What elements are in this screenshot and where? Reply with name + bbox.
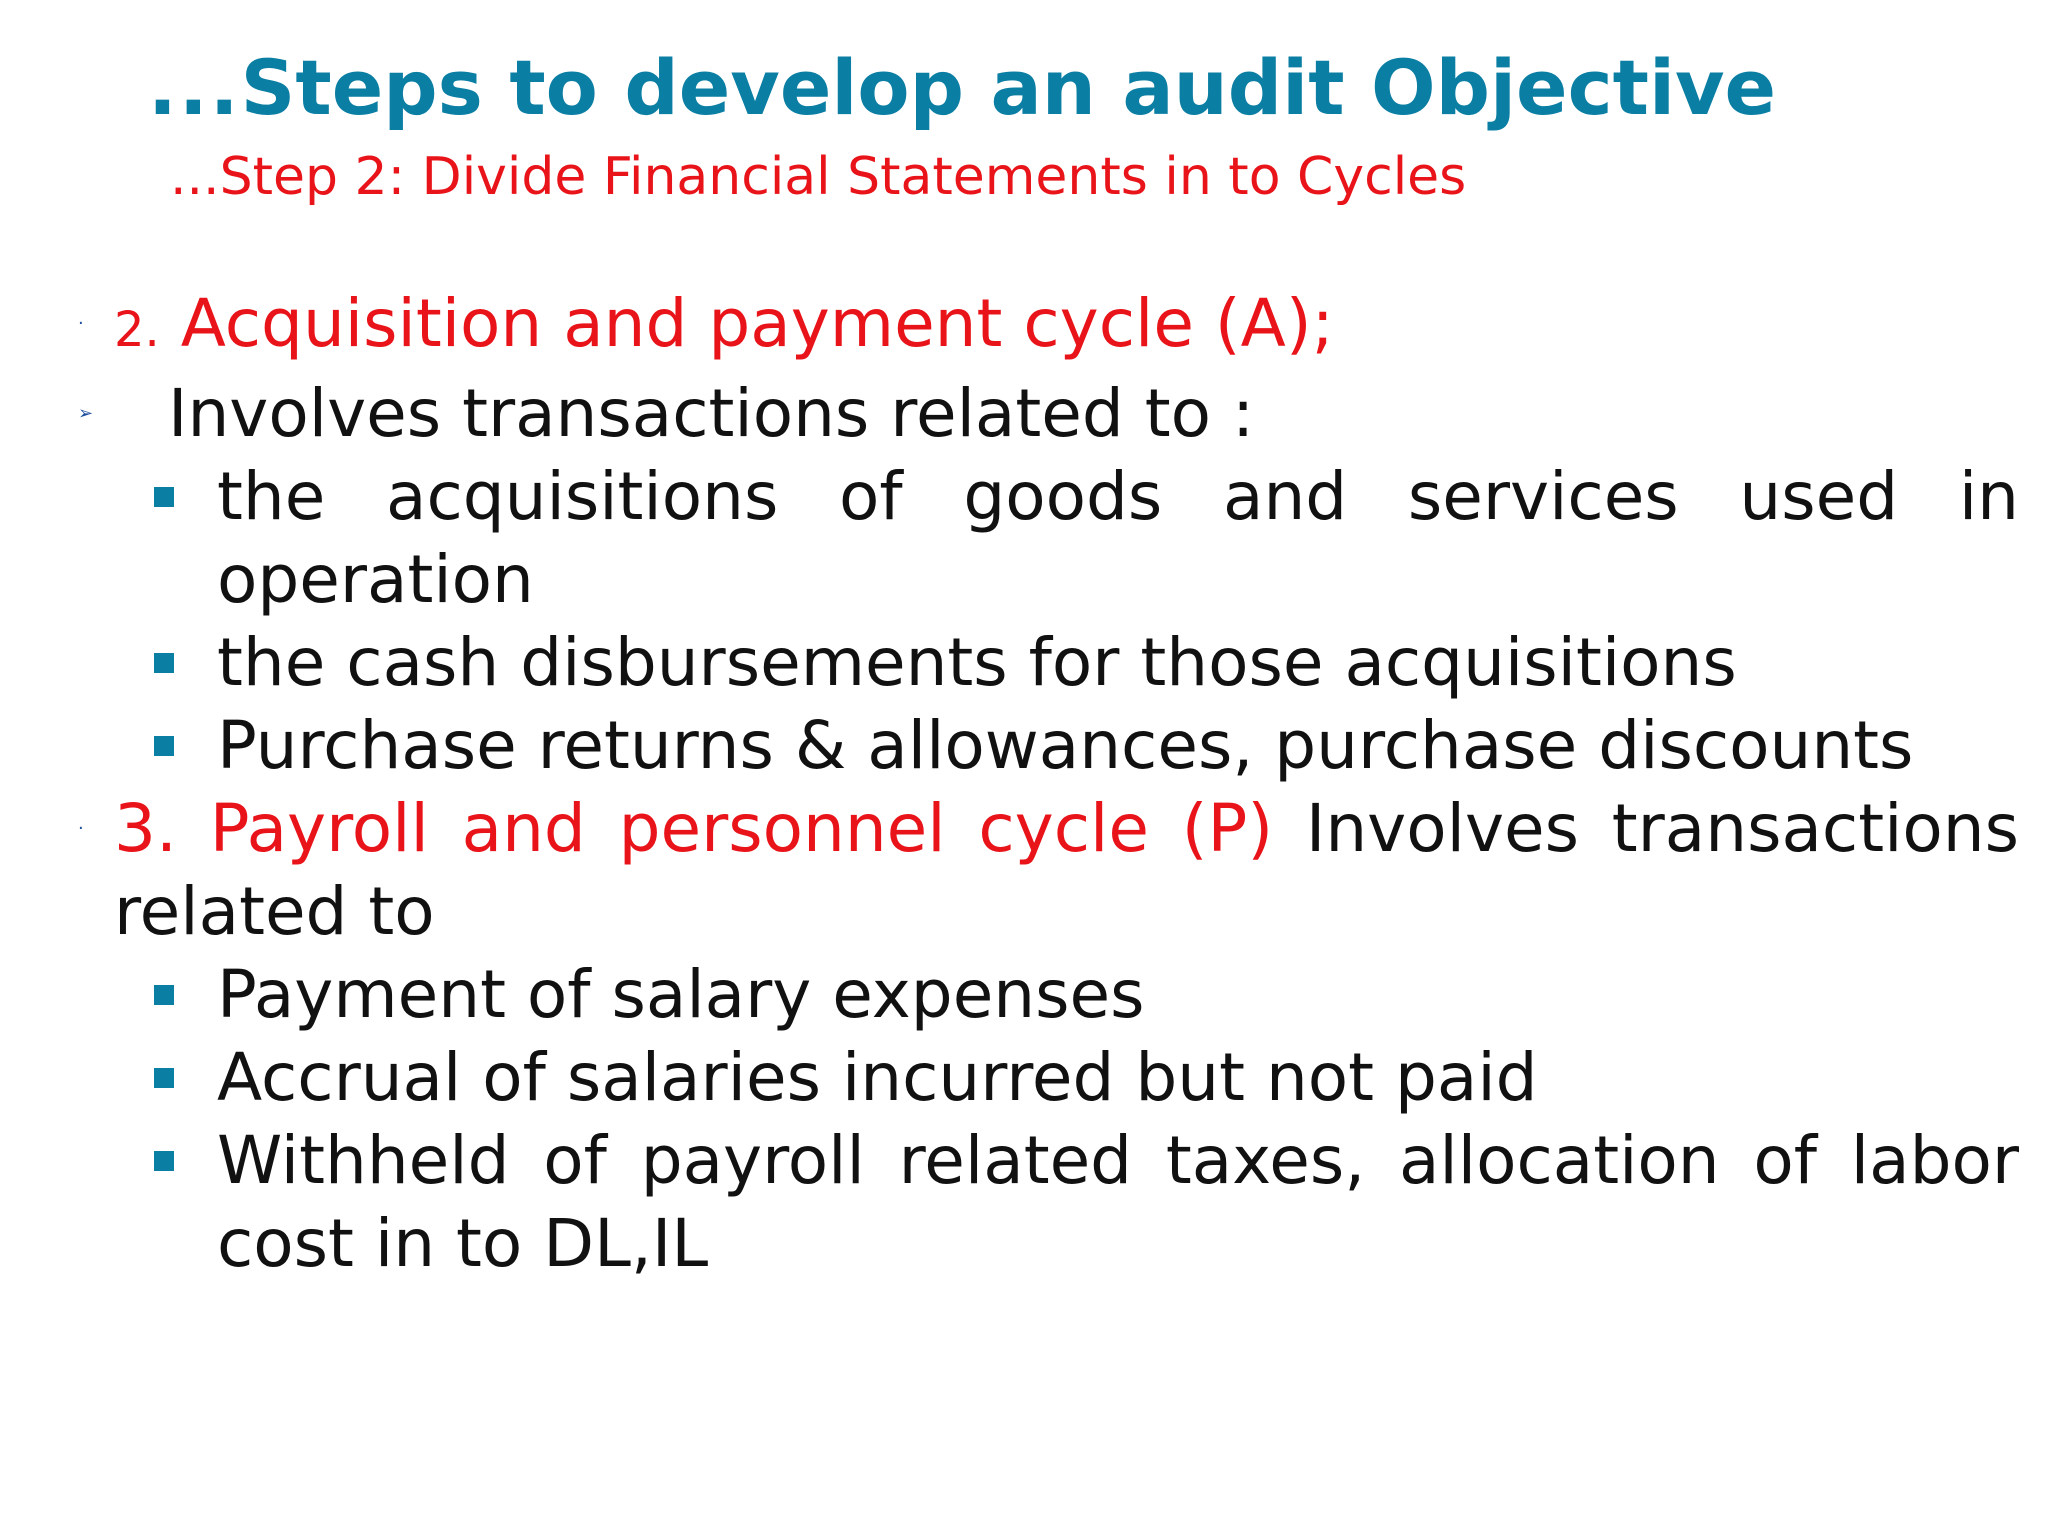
square-bullet-icon bbox=[154, 1068, 174, 1088]
list-item bbox=[114, 953, 2019, 1036]
slide-body bbox=[78, 282, 2020, 1285]
section-a-heading bbox=[78, 282, 2019, 372]
dot-bullet-icon: · bbox=[78, 313, 84, 334]
square-bullet-icon bbox=[154, 1151, 174, 1171]
list-item bbox=[114, 455, 2019, 621]
section-p-intro: Involves transactions related to bbox=[114, 790, 2020, 950]
square-bullet-icon bbox=[154, 736, 174, 756]
section-a-intro bbox=[78, 372, 2019, 455]
list-item bbox=[114, 704, 2019, 787]
square-bullet-icon bbox=[154, 653, 174, 673]
section-a-title: Acquisition and payment cycle (A); bbox=[159, 285, 1334, 362]
list-item bbox=[114, 1036, 2019, 1119]
list-item bbox=[114, 621, 2019, 704]
title-text: Steps to develop an audit Objective bbox=[240, 43, 1777, 132]
section-p-heading bbox=[78, 787, 2020, 953]
section-a-intro-text: Involves transactions related to : bbox=[168, 375, 1255, 452]
list-item-text: Withheld of payroll related taxes, allocation of labor cost in to DL,IL bbox=[217, 1122, 2019, 1282]
title-prefix: ... bbox=[148, 43, 241, 132]
list-item bbox=[114, 1119, 2019, 1285]
slide-subtitle: ...Step 2: Divide Financial Statements in to Cycles bbox=[170, 147, 1467, 207]
square-bullet-icon bbox=[154, 487, 174, 507]
section-a-number: 2. bbox=[114, 302, 160, 358]
list-item-text: the acquisitions of goods and services used in operation bbox=[217, 458, 2019, 618]
slide-title bbox=[148, 38, 1776, 138]
arrow-bullet-icon: ➢ bbox=[78, 403, 94, 424]
list-item-text: Purchase returns & allowances, purchase discounts bbox=[217, 707, 1914, 784]
section-p-title: 3. Payroll and personnel cycle (P) bbox=[114, 790, 1274, 867]
dot-bullet-icon: · bbox=[78, 818, 84, 839]
list-item-text: Payment of salary expenses bbox=[217, 956, 1145, 1033]
list-item-text: the cash disbursements for those acquisitions bbox=[217, 624, 1737, 701]
square-bullet-icon bbox=[154, 985, 174, 1005]
list-item-text: Accrual of salaries incurred but not paid bbox=[217, 1039, 1538, 1116]
